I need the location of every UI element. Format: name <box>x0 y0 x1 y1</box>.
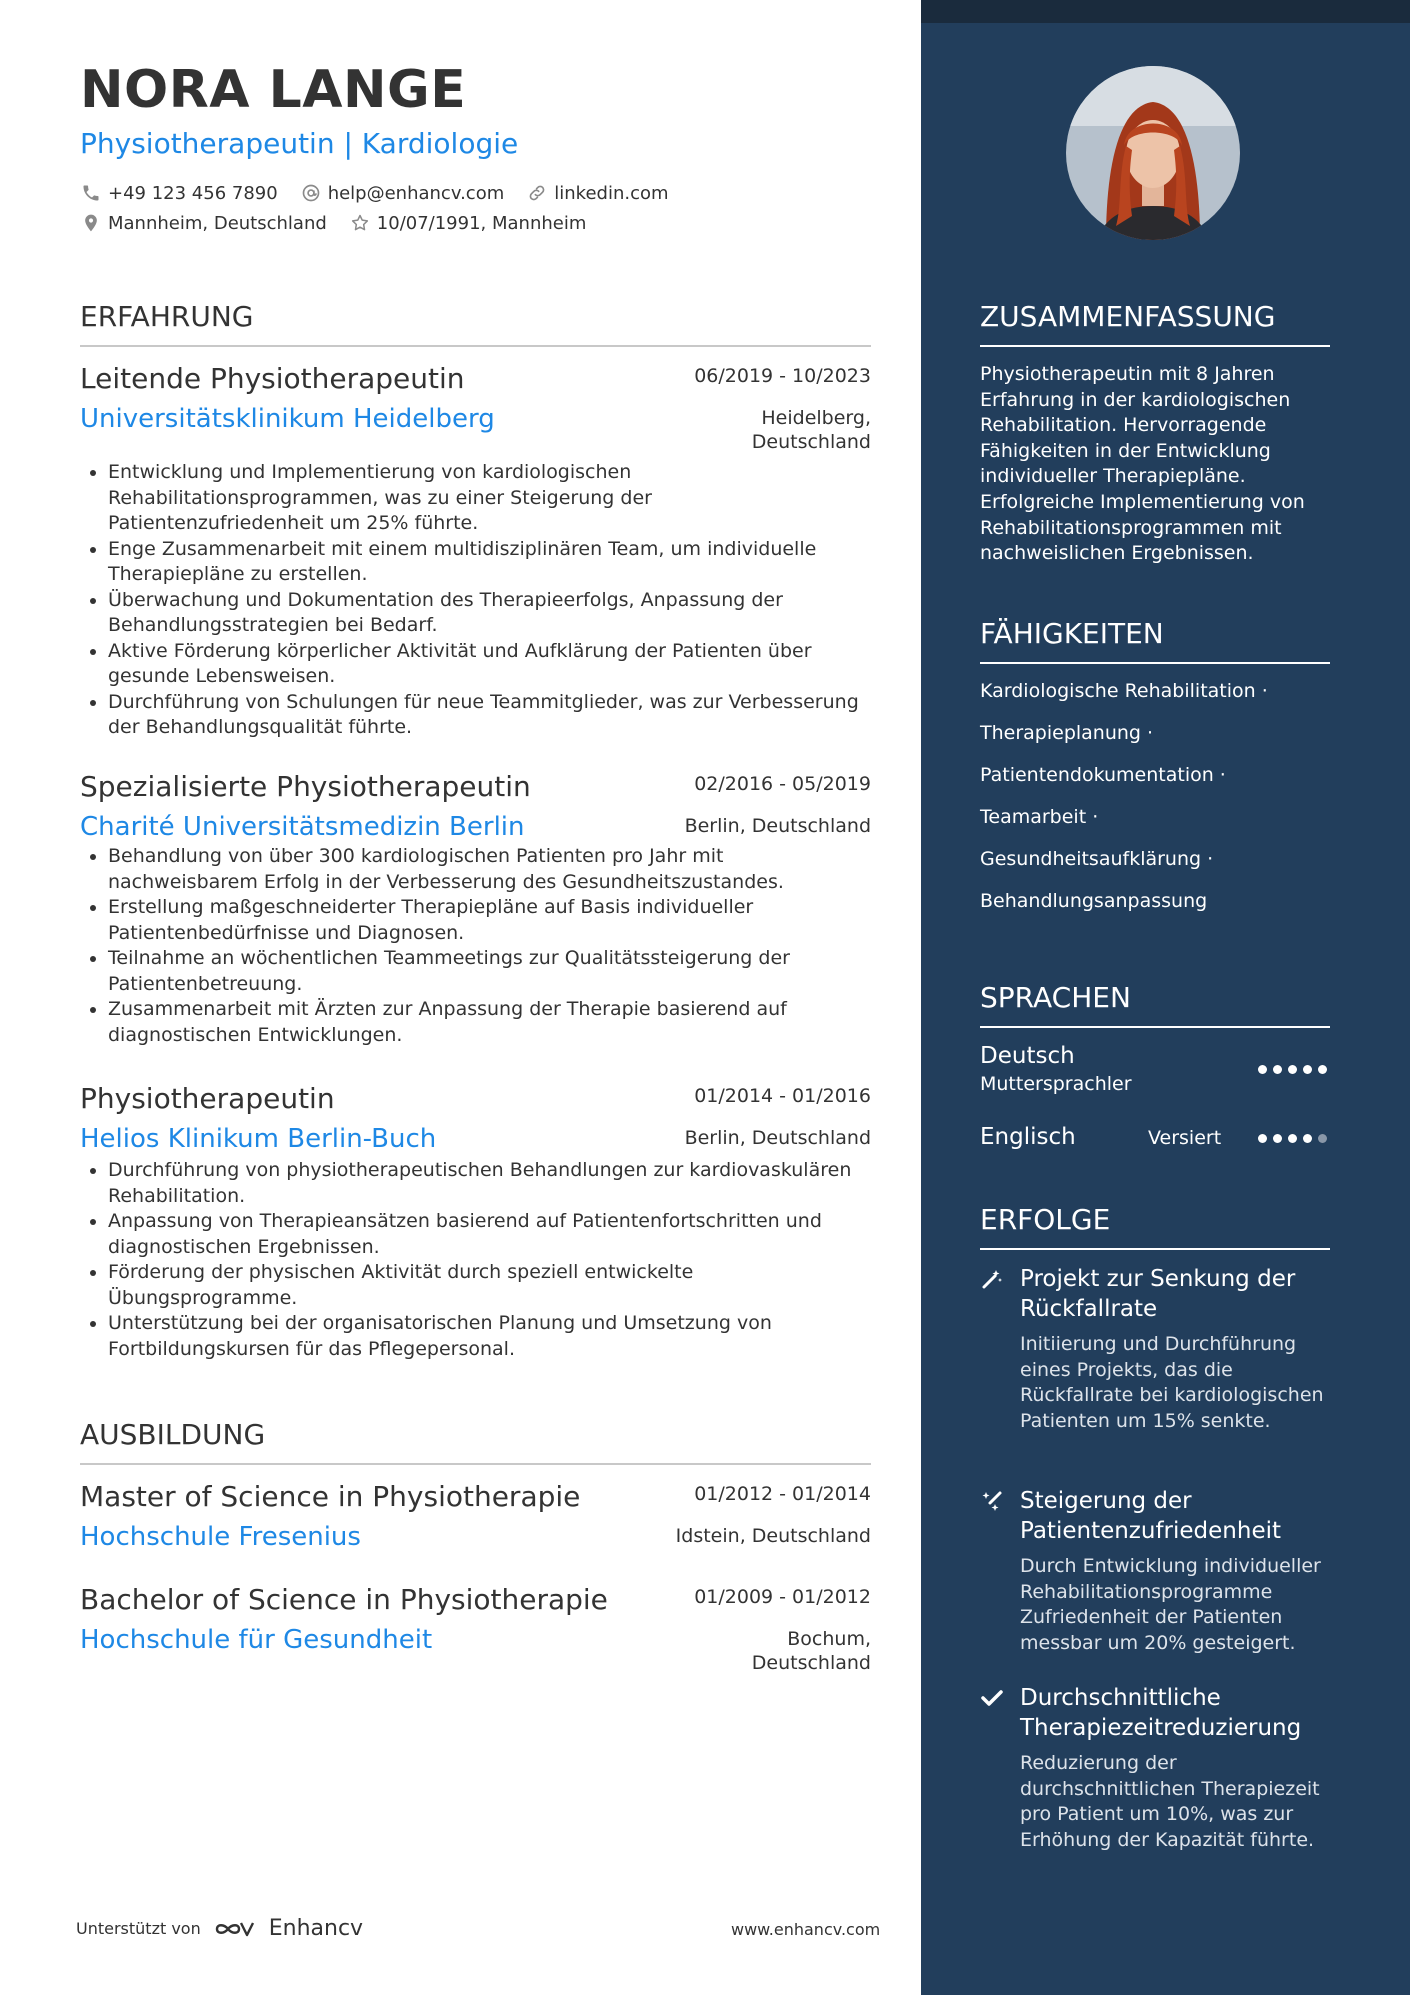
job-bullets <box>80 844 871 1048</box>
education-heading: AUSBILDUNG <box>80 1418 871 1465</box>
bullet-item: • Behandlung von über 300 kardiologischen Patienten pro Jahr mit nachweisbarem Erfolg in der Verbesserung des Gesundheitszustandes. <box>108 844 871 895</box>
contact-row-2 <box>80 212 608 234</box>
achievement-description: Initiierung und Durchführung eines Projekts, das die Rückfallrate bei kardiologischen Patienten um 15% senkte. <box>1020 1333 1324 1432</box>
language-level: Versiert <box>1148 1127 1222 1149</box>
achievements-heading: ERFOLGE <box>980 1203 1330 1250</box>
skill-item: Gesundheitsaufklärung · <box>980 848 1214 870</box>
phone-item <box>80 182 278 204</box>
job-organization: Charité Universitätsmedizin Berlin <box>80 812 525 842</box>
job-entry <box>80 770 871 1048</box>
job-dates: 02/2016 - 05/2019 <box>694 773 871 795</box>
achievement-title: Projekt zur Senkung der Rückfallrate <box>1020 1266 1296 1322</box>
rating-dot-filled <box>1258 1134 1267 1143</box>
summary-text: Physiotherapeutin mit 8 Jahren Erfahrung in der kardiologischen Rehabilitation. Hervorragende Fähigkeiten in der Entwicklung individueller Therapiepläne. Erfolgreiche Implementierung von Rehabilitationsprogrammen mit nachweislichen Ergebnissen. <box>980 363 1305 565</box>
skill-item: Therapieplanung · <box>980 722 1154 744</box>
enhancv-logo-icon <box>213 1917 259 1941</box>
language-name: Deutsch <box>980 1043 1075 1069</box>
star-icon <box>349 212 371 234</box>
candidate-title: Physiotherapeutin | Kardiologie <box>80 127 519 160</box>
bullet-item: • Entwicklung und Implementierung von kardiologischen Rehabilitationsprogrammen, was zu einer Steigerung der Patientenzufriedenheit um 25% führte. <box>108 460 871 537</box>
achievement-title: Durchschnittliche Therapiezeitreduzierung <box>1020 1685 1302 1741</box>
check-icon <box>980 1686 1004 1710</box>
bullet-item: • Aktive Förderung körperlicher Aktivität und Aufklärung der Patienten über gesunde Lebensweisen. <box>108 639 871 690</box>
phone-icon <box>80 182 102 204</box>
brand-name[interactable]: Enhancv <box>268 1916 364 1941</box>
education-entry <box>80 1583 871 1674</box>
education-dates: 01/2009 - 01/2012 <box>694 1586 871 1608</box>
bullet-item: • Durchführung von Schulungen für neue Teammitglieder, was zur Verbesserung der Behandlungsqualität führte. <box>108 690 871 741</box>
degree-title: Master of Science in Physiotherapie <box>80 1480 581 1513</box>
job-role: Leitende Physiotherapeutin <box>80 362 465 395</box>
rating-dot-filled <box>1288 1134 1297 1143</box>
achievement-description: Reduzierung der durchschnittlichen Therapiezeit pro Patient um 10%, was zur Erhöhung der Kapazität führte. <box>1020 1752 1320 1851</box>
rating-dot-empty <box>1318 1134 1327 1143</box>
skills-heading: FÄHIGKEITEN <box>980 617 1330 664</box>
rating-dot-filled <box>1273 1134 1282 1143</box>
skill-item: Kardiologische Rehabilitation · <box>980 680 1268 702</box>
rating-dot-filled <box>1318 1065 1327 1074</box>
candidate-name: NORA LANGE <box>80 60 467 120</box>
education-entry <box>80 1480 871 1566</box>
phone-text[interactable]: +49 123 456 7890 <box>108 182 278 204</box>
footer-website[interactable]: www.enhancv.com <box>731 1920 881 1939</box>
experience-heading: ERFAHRUNG <box>80 300 871 347</box>
footer-branding <box>76 1916 363 1941</box>
job-dates: 01/2014 - 01/2016 <box>694 1085 871 1107</box>
sidebar-top-bar <box>921 0 1410 23</box>
bullet-item: • Zusammenarbeit mit Ärzten zur Anpassung der Therapie basierend auf diagnostischen Entwicklungen. <box>108 997 871 1048</box>
birth-text: 10/07/1991, Mannheim <box>376 212 587 234</box>
language-name: Englisch <box>980 1124 1076 1150</box>
job-location: Berlin, Deutschland <box>684 815 871 837</box>
link-icon <box>526 182 548 204</box>
achievement-title: Steigerung der Patientenzufriedenheit <box>1020 1488 1282 1544</box>
birth-item <box>349 212 587 234</box>
bullet-item: • Anpassung von Therapieansätzen basierend auf Patientenfortschritten und diagnostischen Ergebnissen. <box>108 1209 871 1260</box>
languages-heading: SPRACHEN <box>980 981 1330 1028</box>
language-rating <box>1258 1134 1333 1143</box>
job-role: Spezialisierte Physiotherapeutin <box>80 770 531 803</box>
bullet-item: • Teilnahme an wöchentlichen Teammeetings zur Qualitätssteigerung der Patientenbetreuung. <box>108 946 871 997</box>
linkedin-item <box>526 182 668 204</box>
job-organization: Helios Klinikum Berlin-Buch <box>80 1124 437 1154</box>
rating-dot-filled <box>1273 1065 1282 1074</box>
job-location: Heidelberg, Deutschland <box>751 407 871 453</box>
school-name: Hochschule Fresenius <box>80 1522 361 1552</box>
skill-item: Patientendokumentation · <box>980 764 1226 786</box>
language-level: Muttersprachler <box>980 1073 1132 1095</box>
skill-item: Teamarbeit · <box>980 806 1099 828</box>
school-location: Idstein, Deutschland <box>675 1525 871 1547</box>
profile-photo <box>1066 66 1240 240</box>
location-pin-icon <box>80 212 102 234</box>
school-location: Bochum, Deutschland <box>751 1628 871 1674</box>
school-name: Hochschule für Gesundheit <box>80 1625 433 1655</box>
sparkle-wand-icon <box>980 1489 1004 1513</box>
bullet-item: • Förderung der physischen Aktivität durch speziell entwickelte Übungsprogramme. <box>108 1260 871 1311</box>
bullet-item: • Enge Zusammenarbeit mit einem multidisziplinären Team, um individuelle Therapiepläne zu erstellen. <box>108 537 871 588</box>
summary-heading: ZUSAMMENFASSUNG <box>980 300 1330 347</box>
job-entry <box>80 362 871 741</box>
linkedin-text[interactable]: linkedin.com <box>554 182 669 204</box>
degree-title: Bachelor of Science in Physiotherapie <box>80 1583 608 1616</box>
powered-by-text: Unterstützt von <box>76 1919 201 1938</box>
job-entry <box>80 1082 871 1362</box>
bullet-item: • Durchführung von physiotherapeutischen Behandlungen zur kardiovaskulären Rehabilitation. <box>108 1158 871 1209</box>
bullet-item: • Erstellung maßgeschneiderter Therapiepläne auf Basis individueller Patientenbedürfnisse und Diagnosen. <box>108 895 871 946</box>
email-item <box>300 182 505 204</box>
achievement-description: Durch Entwicklung individueller Rehabilitationsprogramme Zufriedenheit der Patienten messbar um 20% gesteigert. <box>1020 1555 1321 1654</box>
location-text: Mannheim, Deutschland <box>108 212 327 234</box>
job-location: Berlin, Deutschland <box>684 1127 871 1149</box>
contact-row-1 <box>80 182 691 204</box>
rating-dot-filled <box>1303 1134 1312 1143</box>
rating-dot-filled <box>1288 1065 1297 1074</box>
skill-item: Behandlungsanpassung <box>980 890 1208 912</box>
job-bullets <box>80 460 871 741</box>
bullet-item: • Überwachung und Dokumentation des Therapieerfolgs, Anpassung der Behandlungsstrategien bei Bedarf. <box>108 588 871 639</box>
education-dates: 01/2012 - 01/2014 <box>694 1483 871 1505</box>
email-text[interactable]: help@enhancv.com <box>327 182 505 204</box>
job-dates: 06/2019 - 10/2023 <box>694 365 871 387</box>
language-rating <box>1258 1065 1333 1074</box>
job-bullets <box>80 1158 871 1362</box>
magic-wand-icon <box>980 1267 1004 1291</box>
location-item <box>80 212 327 234</box>
bullet-item: • Unterstützung bei der organisatorischen Planung und Umsetzung von Fortbildungskursen für das Pflegepersonal. <box>108 1311 871 1362</box>
rating-dot-filled <box>1258 1065 1267 1074</box>
rating-dot-filled <box>1303 1065 1312 1074</box>
job-organization: Universitätsklinikum Heidelberg <box>80 404 495 434</box>
job-role: Physiotherapeutin <box>80 1082 335 1115</box>
at-icon <box>300 182 322 204</box>
